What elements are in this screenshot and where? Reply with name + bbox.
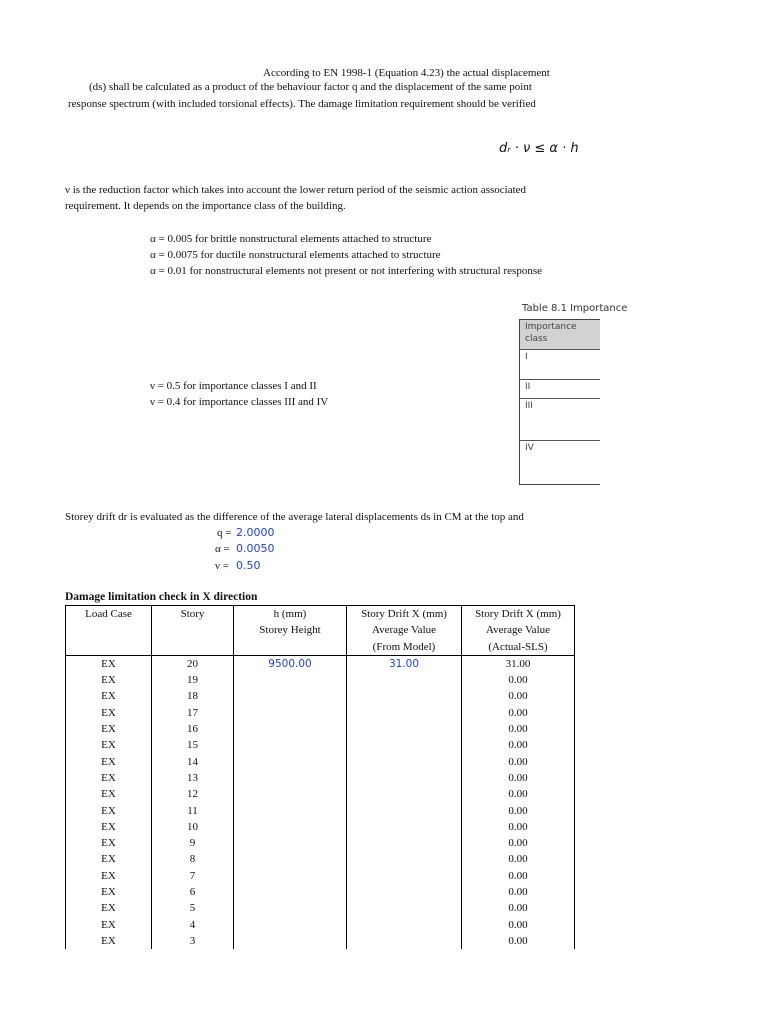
storey-height-cell[interactable]	[234, 786, 347, 802]
drift-model-cell[interactable]	[347, 786, 462, 802]
load-case-cell[interactable]: EX	[66, 868, 152, 884]
nu-item-class-1-2: ν = 0.5 for importance classes I and II	[150, 380, 317, 392]
drift-model-cell[interactable]	[347, 835, 462, 851]
header-line: Story	[180, 608, 205, 620]
drift-actual-cell[interactable]: 0.00	[462, 688, 575, 704]
load-case-cell[interactable]: EX	[66, 851, 152, 867]
header-line	[152, 639, 233, 655]
load-case-cell[interactable]: EX	[66, 705, 152, 721]
figure-row-label: IV	[525, 443, 534, 453]
story-cell[interactable]: 7	[152, 868, 234, 884]
header-line: (Actual-SLS)	[488, 640, 548, 653]
drift-actual-cell[interactable]: 0.00	[462, 868, 575, 884]
drift-actual-cell[interactable]: 0.00	[462, 933, 575, 949]
header-line: Average Value	[485, 624, 551, 637]
drift-model-cell[interactable]	[347, 933, 462, 949]
storey-height-cell[interactable]	[234, 705, 347, 721]
header-line: Story Drift X (mm)	[361, 608, 447, 620]
story-cell[interactable]: 9	[152, 835, 234, 851]
header-line	[66, 639, 151, 655]
table-row	[66, 868, 575, 884]
alpha-item-ductile: α = 0.0075 for ductile nonstructural elements attached to structure	[150, 249, 441, 261]
table-row	[66, 705, 575, 721]
load-case-cell[interactable]: EX	[66, 721, 152, 737]
drift-model-cell[interactable]	[347, 721, 462, 737]
drift-model-cell[interactable]	[347, 803, 462, 819]
storey-height-cell[interactable]	[234, 835, 347, 851]
story-cell[interactable]: 3	[152, 933, 234, 949]
header-line: (From Model)	[372, 640, 436, 653]
figure-row-3	[520, 399, 600, 441]
drift-model-cell[interactable]	[347, 819, 462, 835]
drift-model-cell[interactable]	[347, 851, 462, 867]
drift-actual-cell[interactable]: 0.00	[462, 835, 575, 851]
figure-header-line-1: Importance	[525, 322, 577, 332]
story-cell[interactable]: 19	[152, 672, 234, 688]
table-row	[66, 835, 575, 851]
load-case-cell[interactable]: EX	[66, 933, 152, 949]
drift-model-cell[interactable]	[347, 754, 462, 770]
drift-model-cell[interactable]	[347, 868, 462, 884]
header-line: h (mm)	[273, 608, 307, 620]
header-load-case	[66, 606, 152, 656]
table-row	[66, 884, 575, 900]
story-cell[interactable]: 14	[152, 754, 234, 770]
story-cell[interactable]: 11	[152, 803, 234, 819]
table-row	[66, 688, 575, 704]
story-cell[interactable]: 17	[152, 705, 234, 721]
table-row	[66, 803, 575, 819]
story-cell[interactable]: 15	[152, 737, 234, 753]
drift-actual-cell[interactable]: 0.00	[462, 884, 575, 900]
table-row	[66, 672, 575, 688]
storey-height-cell[interactable]	[234, 688, 347, 704]
table-row	[66, 933, 575, 949]
storey-height-cell[interactable]: 9500.00	[234, 655, 347, 672]
load-case-cell[interactable]: EX	[66, 655, 152, 672]
storey-height-cell[interactable]	[234, 884, 347, 900]
storey-height-cell[interactable]	[234, 737, 347, 753]
drift-model-cell[interactable]	[347, 688, 462, 704]
figure-row-4	[520, 441, 600, 483]
drift-actual-cell[interactable]: 0.00	[462, 754, 575, 770]
table-row	[66, 754, 575, 770]
header-line	[66, 622, 151, 638]
storey-height-cell[interactable]	[234, 770, 347, 786]
table-header-row	[66, 606, 575, 656]
header-drift-actual	[462, 606, 575, 656]
story-cell[interactable]: 4	[152, 917, 234, 933]
storey-height-cell[interactable]	[234, 868, 347, 884]
story-cell[interactable]: 6	[152, 884, 234, 900]
alpha-item-none: α = 0.01 for nonstructural elements not present or not interfering with structural response	[150, 265, 542, 277]
storey-height-cell[interactable]	[234, 900, 347, 916]
drift-actual-cell[interactable]: 0.00	[462, 705, 575, 721]
nu-label: ν =	[215, 560, 229, 572]
nu-value[interactable]: 0.50	[236, 559, 261, 572]
load-case-cell[interactable]: EX	[66, 819, 152, 835]
drift-actual-cell[interactable]: 0.00	[462, 672, 575, 688]
header-line	[152, 622, 233, 638]
load-case-cell[interactable]: EX	[66, 786, 152, 802]
storey-height-cell[interactable]	[234, 754, 347, 770]
drift-actual-cell[interactable]: 0.00	[462, 737, 575, 753]
storey-height-cell[interactable]	[234, 851, 347, 867]
table-row	[66, 721, 575, 737]
drift-model-cell[interactable]	[347, 672, 462, 688]
drift-actual-cell[interactable]: 31.00	[462, 655, 575, 672]
table-row	[66, 819, 575, 835]
storey-height-cell[interactable]	[234, 803, 347, 819]
table-row	[66, 900, 575, 916]
storey-height-cell[interactable]	[234, 672, 347, 688]
load-case-cell[interactable]: EX	[66, 688, 152, 704]
figure-caption: Table 8.1 Importance	[522, 303, 628, 314]
story-cell[interactable]: 8	[152, 851, 234, 867]
storey-drift-description: Storey drift dr is evaluated as the difference of the average lateral displacements ds in CM at the top and	[65, 511, 524, 523]
load-case-cell[interactable]: EX	[66, 672, 152, 688]
alpha-value[interactable]: 0.0050	[236, 542, 275, 555]
header-story	[152, 606, 234, 656]
header-drift-model	[347, 606, 462, 656]
table-row	[66, 917, 575, 933]
load-case-cell[interactable]: EX	[66, 917, 152, 933]
nu-item-class-3-4: ν = 0.4 for importance classes III and IV	[150, 396, 329, 408]
q-label: q =	[217, 527, 232, 539]
drift-actual-cell[interactable]: 0.00	[462, 786, 575, 802]
drift-actual-cell[interactable]: 0.00	[462, 851, 575, 867]
table-row	[66, 770, 575, 786]
load-case-cell[interactable]: EX	[66, 900, 152, 916]
table-row	[66, 655, 575, 672]
story-cell[interactable]: 18	[152, 688, 234, 704]
figure-row-label: I	[525, 352, 528, 362]
table-row	[66, 786, 575, 802]
importance-class-figure	[519, 319, 600, 485]
figure-row-1	[520, 350, 600, 380]
drift-actual-cell[interactable]: 0.00	[462, 770, 575, 786]
alpha-label: α =	[215, 543, 230, 555]
load-case-cell[interactable]: EX	[66, 803, 152, 819]
storey-height-cell[interactable]	[234, 721, 347, 737]
load-case-cell[interactable]: EX	[66, 754, 152, 770]
figure-header-line-2: class	[525, 334, 548, 344]
nu-description-line-2: requirement. It depends on the importance class of the building.	[65, 200, 346, 212]
intro-line-1: According to EN 1998-1 (Equation 4.23) the actual displacement	[263, 67, 550, 79]
damage-limitation-table	[65, 605, 575, 949]
load-case-cell[interactable]: EX	[66, 835, 152, 851]
story-cell[interactable]: 13	[152, 770, 234, 786]
header-line: Load Case	[85, 608, 132, 620]
nu-description-line-1: ν is the reduction factor which takes into account the lower return period of the seismic action associated	[65, 184, 527, 196]
storey-height-cell[interactable]	[234, 933, 347, 949]
drift-model-cell[interactable]	[347, 737, 462, 753]
alpha-item-brittle: α = 0.005 for brittle nonstructural elements attached to structure	[150, 233, 432, 245]
drift-actual-cell[interactable]: 0.00	[462, 900, 575, 916]
story-cell[interactable]: 12	[152, 786, 234, 802]
drift-model-cell[interactable]	[347, 884, 462, 900]
table-row	[66, 851, 575, 867]
drift-model-cell[interactable]	[347, 770, 462, 786]
figure-row-label: II	[525, 382, 531, 392]
drift-actual-cell[interactable]: 0.00	[462, 917, 575, 933]
section-title: Damage limitation check in X direction	[65, 591, 258, 603]
drift-model-cell[interactable]	[347, 705, 462, 721]
figure-header	[520, 320, 600, 350]
header-line	[234, 639, 346, 655]
load-case-cell[interactable]: EX	[66, 737, 152, 753]
story-cell[interactable]: 5	[152, 900, 234, 916]
story-cell[interactable]: 10	[152, 819, 234, 835]
table-row	[66, 737, 575, 753]
q-value[interactable]: 2.0000	[236, 526, 275, 539]
intro-line-2: (ds) shall be calculated as a product of the behaviour factor q and the displacement of the same point	[89, 81, 532, 93]
table-body	[66, 655, 575, 949]
intro-line-3: response spectrum (with included torsional effects). The damage limitation requirement should be verified	[68, 98, 536, 110]
load-case-cell[interactable]: EX	[66, 884, 152, 900]
damage-limitation-formula: dᵣ · ν ≤ α · h	[499, 141, 579, 156]
drift-actual-cell[interactable]: 0.00	[462, 721, 575, 737]
drift-model-cell[interactable]	[347, 900, 462, 916]
figure-row-label: III	[525, 401, 533, 411]
load-case-cell[interactable]: EX	[66, 770, 152, 786]
drift-actual-cell[interactable]: 0.00	[462, 819, 575, 835]
header-line: Storey Height	[259, 624, 321, 637]
drift-actual-cell[interactable]: 0.00	[462, 803, 575, 819]
header-line: Average Value	[371, 624, 437, 637]
drift-model-cell[interactable]	[347, 917, 462, 933]
drift-model-cell[interactable]: 31.00	[347, 655, 462, 672]
storey-height-cell[interactable]	[234, 917, 347, 933]
storey-height-cell[interactable]	[234, 819, 347, 835]
figure-row-2	[520, 380, 600, 399]
header-storey-height	[234, 606, 347, 656]
story-cell[interactable]: 20	[152, 655, 234, 672]
story-cell[interactable]: 16	[152, 721, 234, 737]
header-line: Story Drift X (mm)	[475, 608, 561, 620]
